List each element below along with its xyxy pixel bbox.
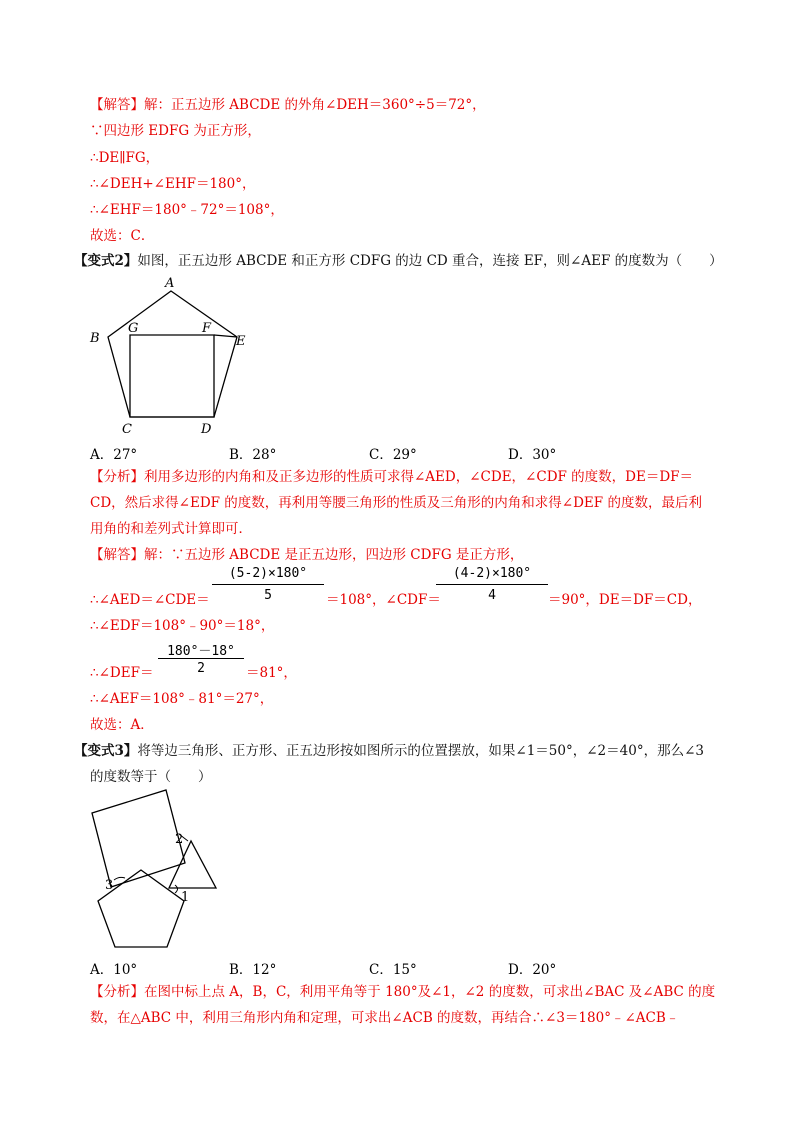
fraction-2-bar: [436, 584, 548, 585]
fraction-2-numerator: (4-2)×180°: [452, 566, 532, 581]
s1-line-3: ∴DE∥FG，: [90, 150, 160, 166]
q2-answer-2b: ＝108°，∠CDF＝: [326, 592, 441, 608]
s1-line-2: ∵四边形 EDFG 为正方形，: [90, 123, 261, 139]
q3-analysis-2: 数，在△ABC 中，利用三角形内角和定理，可求出∠ACB 的度数，再结合∴∠3＝180°﹣∠ACB﹣: [90, 1010, 680, 1026]
s1-line-1: 【解答】解：正五边形 ABCDE 的外角∠DEH＝360°÷5＝72°，: [90, 97, 486, 113]
pentagon-shape: [108, 291, 237, 417]
label-c: C: [122, 422, 132, 437]
q3-option-c[interactable]: C．15°: [369, 962, 417, 978]
q2-option-b[interactable]: B．28°: [229, 447, 277, 463]
angle-1-arc: [175, 885, 178, 893]
q2-answer-1: 【解答】解：∵五边形 ABCDE 是正五边形，四边形 CDFG 是正方形，: [90, 547, 524, 563]
label-d: D: [201, 422, 212, 437]
q2-analysis-2: CD，然后求得∠EDF 的度数，再利用等腰三角形的性质及三角形的内角和求得∠DEF 的度数，最后利: [90, 495, 702, 511]
fraction-2-denominator: 4: [488, 588, 496, 603]
question-2: [74, 252, 723, 270]
pentagon-square-figure: [85, 275, 260, 440]
q2-answer-2a: ∴∠AED＝∠CDE＝: [90, 592, 210, 608]
q2-answer-2c: ＝90°，DE＝DF＝CD，: [548, 592, 702, 608]
label-angle-2: 2: [175, 832, 184, 847]
question-3-line-1: [74, 742, 704, 760]
fraction-3-numerator: 180°－18°: [167, 644, 235, 659]
fraction-3-bar: [158, 658, 244, 659]
q2-option-d[interactable]: D．30°: [508, 447, 557, 463]
q3-option-b[interactable]: B．12°: [229, 962, 277, 978]
label-f: F: [202, 321, 212, 336]
q2-answer-4b: ＝81°，: [246, 665, 297, 681]
s1-line-4: ∴∠DEH+∠EHF＝180°，: [90, 176, 256, 192]
triangle-square-pentagon-figure: [85, 785, 225, 950]
q2-analysis-3: 用角的和差列式计算即可．: [90, 521, 252, 537]
label-b: B: [90, 331, 100, 346]
label-e: E: [236, 334, 246, 349]
q3-option-a[interactable]: A．10°: [90, 962, 138, 978]
fraction-1-bar: [212, 584, 324, 585]
s1-line-5: ∴∠EHF＝180°﹣72°＝108°，: [90, 202, 284, 218]
q3-analysis-1: 【分析】在图中标上点 A，B，C，利用平角等于 180°及∠1，∠2 的度数，可求出∠BAC 及∠ABC 的度: [90, 984, 716, 1000]
angle-3-arc: [114, 877, 125, 880]
question-2-tag: 【变式2】: [74, 253, 138, 269]
fraction-1-numerator: (5-2)×180°: [228, 566, 308, 581]
q3-option-d[interactable]: D．20°: [508, 962, 557, 978]
fraction-3-denominator: 2: [197, 661, 205, 676]
question-2-text: 如图，正五边形 ABCDE 和正方形 CDFG 的边 CD 重合，连接 EF，则∠AEF 的度数为（ ）: [137, 253, 723, 269]
s1-line-6: 故选：C．: [90, 228, 155, 244]
q2-answer-6: 故选：A．: [90, 717, 154, 733]
q2-answer-3: ∴∠EDF＝108°﹣90°＝18°，: [90, 618, 275, 634]
q2-option-c[interactable]: C．29°: [369, 447, 417, 463]
q2-answer-4a: ∴∠DEF＝: [90, 665, 154, 681]
label-angle-1: 1: [181, 890, 190, 905]
q2-analysis-1: 【分析】利用多边形的内角和及正多边形的性质可求得∠AED，∠CDE，∠CDF 的度数，DE＝DF＝: [90, 469, 694, 485]
q2-option-a[interactable]: A．27°: [90, 447, 138, 463]
question-3-text-1: 将等边三角形、正方形、正五边形按如图所示的位置摆放，如果∠1＝50°，∠2＝40°，那么∠3: [137, 743, 704, 759]
label-angle-3: 3: [105, 878, 114, 893]
fraction-1-denominator: 5: [264, 588, 272, 603]
q2-answer-5: ∴∠AEF＝108°﹣81°＝27°，: [90, 691, 274, 707]
label-g: G: [128, 321, 139, 336]
label-a: A: [165, 276, 175, 291]
square-shape: [130, 335, 214, 417]
question-3-line-2: 的度数等于（ ）: [90, 769, 212, 785]
triangle-shape: [169, 841, 216, 888]
question-3-tag: 【变式3】: [74, 743, 138, 759]
